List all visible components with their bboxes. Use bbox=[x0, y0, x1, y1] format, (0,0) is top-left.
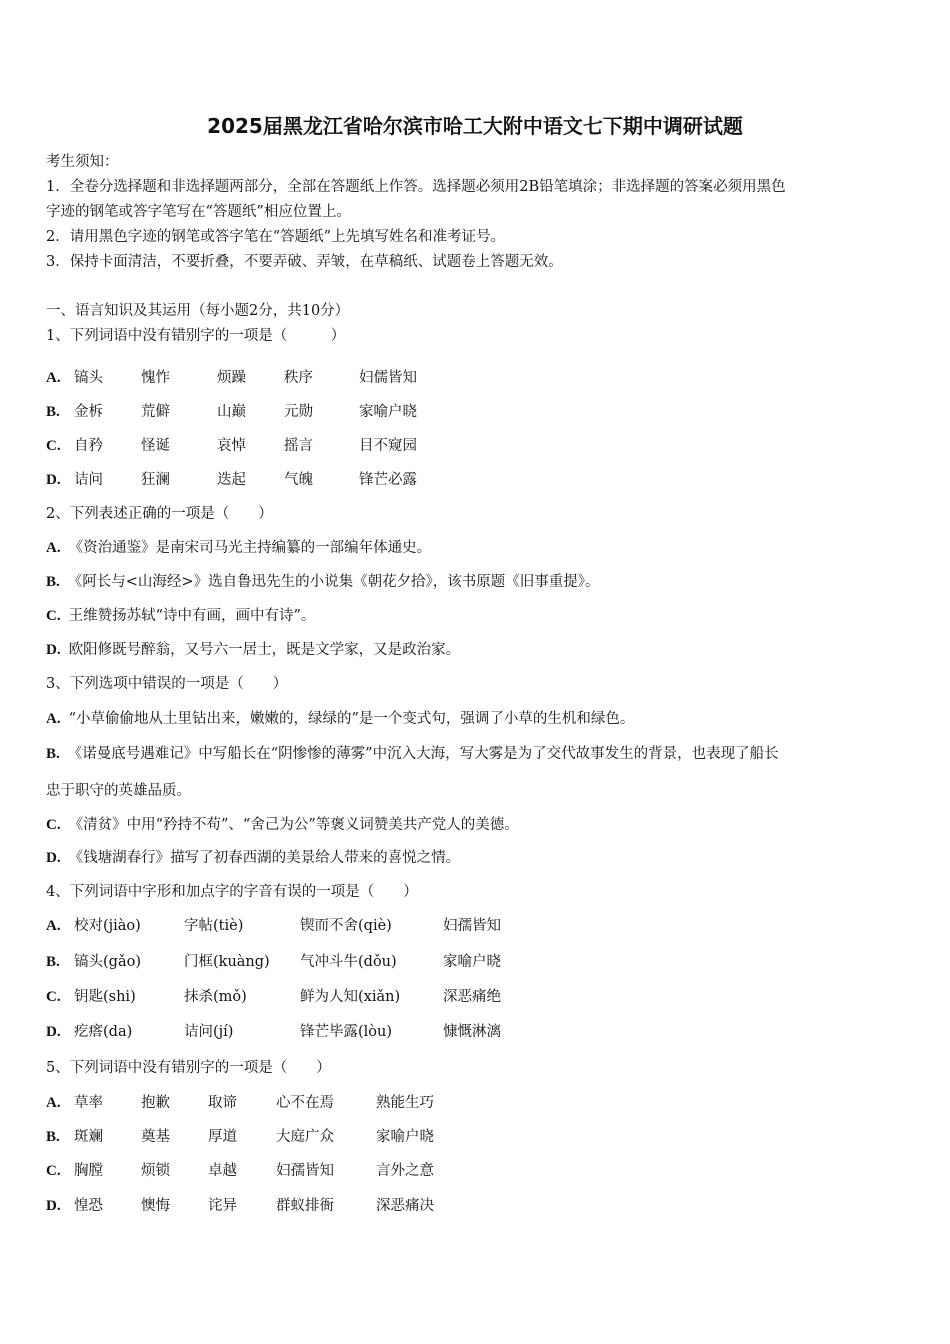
option-letter: D. bbox=[46, 472, 61, 488]
option-word: 字帖(tiè) bbox=[184, 918, 244, 934]
option-word: 惶恐 bbox=[74, 1198, 103, 1214]
q2-option-c bbox=[46, 606, 315, 626]
q2-option-d bbox=[46, 640, 460, 660]
option-letter: B. bbox=[46, 574, 60, 590]
option-word: 目不窥园 bbox=[359, 438, 417, 454]
question-2-stem: 2、下列表述正确的一项是（ ） bbox=[46, 506, 273, 522]
option-word: 鲜为人知(xiǎn) bbox=[300, 989, 401, 1005]
option-text: 王维赞扬苏轼“诗中有画，画中有诗”。 bbox=[68, 608, 316, 624]
option-word: 奠基 bbox=[141, 1129, 170, 1145]
option-letter: B. bbox=[46, 954, 60, 970]
option-word: 草率 bbox=[74, 1095, 103, 1111]
q3-option-b-continuation: 忠于职守的英雄品质。 bbox=[46, 783, 191, 799]
option-letter: A. bbox=[46, 918, 61, 934]
q2-option-a bbox=[46, 538, 431, 558]
notice-item: 字迹的钢笔或答字笔写在“答题纸”相应位置上。 bbox=[46, 204, 351, 220]
option-letter: D. bbox=[46, 850, 61, 866]
q5-option-a bbox=[46, 1093, 69, 1113]
option-word: 取谛 bbox=[208, 1095, 237, 1111]
option-word: 锲而不舍(qiè) bbox=[300, 918, 392, 934]
option-word: 荒僻 bbox=[141, 404, 170, 420]
q5-option-b bbox=[46, 1127, 68, 1147]
option-word: 镐头(gǎo) bbox=[74, 954, 141, 970]
option-letter: A. bbox=[46, 1095, 61, 1111]
option-word: 气冲斗牛(dǒu) bbox=[300, 954, 397, 970]
option-word: 家喻户晓 bbox=[359, 404, 417, 420]
option-word: 疙瘩(da) bbox=[74, 1024, 133, 1040]
q3-option-c bbox=[46, 815, 519, 835]
option-letter: B. bbox=[46, 746, 60, 762]
option-letter: C. bbox=[46, 989, 61, 1005]
option-text: 《资治通鉴》是南宋司马光主持编纂的一部编年体通史。 bbox=[68, 540, 432, 556]
option-letter: C. bbox=[46, 1163, 61, 1179]
option-word: 言外之意 bbox=[376, 1163, 434, 1179]
option-word: 锋芒必露 bbox=[359, 472, 417, 488]
option-word: 狂澜 bbox=[141, 472, 170, 488]
option-word: 抱歉 bbox=[141, 1095, 170, 1111]
q1-option-d bbox=[46, 470, 69, 490]
option-word: 哀悼 bbox=[217, 438, 246, 454]
option-word: 愧怍 bbox=[141, 370, 170, 386]
q5-option-d bbox=[46, 1196, 69, 1216]
q1-option-b bbox=[46, 402, 68, 422]
option-text: 《清贫》中用“矜持不苟”、“舍己为公”等褒义词赞美共产党人的美德。 bbox=[68, 817, 519, 833]
option-word: 家喻户晓 bbox=[443, 954, 501, 970]
option-word: 金柝 bbox=[74, 404, 103, 420]
option-letter: D. bbox=[46, 642, 61, 658]
q4-option-a bbox=[46, 916, 69, 936]
option-letter: A. bbox=[46, 540, 61, 556]
option-word: 卓越 bbox=[208, 1163, 237, 1179]
option-word: 烦锁 bbox=[141, 1163, 170, 1179]
option-letter: C. bbox=[46, 438, 61, 454]
question-1-stem: 1、下列词语中没有错别字的一项是（ ） bbox=[46, 328, 346, 344]
option-word: 抹杀(mǒ) bbox=[184, 989, 247, 1005]
option-word: 锋芒毕露(lòu) bbox=[300, 1024, 393, 1040]
q2-option-b bbox=[46, 572, 600, 592]
option-letter: A. bbox=[46, 711, 61, 727]
option-letter: B. bbox=[46, 404, 60, 420]
option-word: 自矜 bbox=[74, 438, 103, 454]
q5-option-c bbox=[46, 1161, 69, 1181]
option-text: 《诺曼底号遇难记》中写船长在“阴惨惨的薄雾”中沉入大海，写大雾是为了交代故事发生的背景，也表现了船长 bbox=[67, 746, 779, 762]
option-word: 摇言 bbox=[284, 438, 313, 454]
option-word: 妇孺皆知 bbox=[276, 1163, 334, 1179]
option-word: 厚道 bbox=[208, 1129, 237, 1145]
notice-item: 1．全卷分选择题和非选择题两部分，全部在答题纸上作答。选择题必须用2B铅笔填涂；非选择题的答案必须用黑色 bbox=[46, 179, 786, 195]
option-word: 心不在焉 bbox=[276, 1095, 334, 1111]
option-word: 诘问(jí) bbox=[184, 1024, 234, 1040]
option-text: 欧阳修既号醉翁，又号六一居士，既是文学家，又是政治家。 bbox=[68, 642, 461, 658]
option-word: 妇孺皆知 bbox=[443, 918, 501, 934]
option-text: 《钱塘湖春行》描写了初春西湖的美景给人带来的喜悦之情。 bbox=[68, 850, 461, 866]
option-word: 懊悔 bbox=[141, 1198, 170, 1214]
page-title: 2025届黑龙江省哈尔滨市哈工大附中语文七下期中调研试题 bbox=[207, 114, 743, 138]
option-word: 诘问 bbox=[74, 472, 103, 488]
q3-option-a bbox=[46, 709, 634, 729]
option-word: 镐头 bbox=[74, 370, 103, 386]
option-letter: A. bbox=[46, 370, 61, 386]
option-word: 校对(jiào) bbox=[74, 918, 141, 934]
option-word: 迭起 bbox=[217, 472, 246, 488]
option-word: 山巅 bbox=[217, 404, 246, 420]
question-4-stem: 4、下列词语中字形和加点字的字音有误的一项是（ ） bbox=[46, 884, 418, 900]
question-5-stem: 5、下列词语中没有错别字的一项是（ ） bbox=[46, 1060, 331, 1076]
q4-option-c bbox=[46, 987, 69, 1007]
q4-option-b bbox=[46, 952, 68, 972]
option-word: 烦躁 bbox=[217, 370, 246, 386]
option-letter: D. bbox=[46, 1024, 61, 1040]
option-word: 诧异 bbox=[208, 1198, 237, 1214]
notice-item: 3．保持卡面清洁，不要折叠，不要弄破、弄皱，在草稿纸、试题卷上答题无效。 bbox=[46, 254, 563, 270]
option-word: 门框(kuàng) bbox=[184, 954, 270, 970]
notice-heading: 考生须知： bbox=[46, 154, 119, 170]
question-3-stem: 3、下列选项中错误的一项是（ ） bbox=[46, 676, 288, 692]
option-word: 慷慨淋漓 bbox=[443, 1024, 501, 1040]
option-word: 钥匙(shi) bbox=[74, 989, 136, 1005]
option-word: 深恶痛绝 bbox=[443, 989, 501, 1005]
q1-option-a bbox=[46, 368, 69, 388]
option-word: 深恶痛决 bbox=[376, 1198, 434, 1214]
option-word: 胸膛 bbox=[74, 1163, 103, 1179]
option-word: 妇儒皆知 bbox=[359, 370, 417, 386]
notice-item: 2．请用黑色字迹的钢笔或答字笔在“答题纸”上先填写姓名和准考证号。 bbox=[46, 229, 506, 245]
q3-option-d bbox=[46, 848, 460, 868]
q4-option-d bbox=[46, 1022, 69, 1042]
q3-option-b bbox=[46, 744, 779, 764]
option-word: 群蚁排衙 bbox=[276, 1198, 334, 1214]
option-letter: D. bbox=[46, 1198, 61, 1214]
option-letter: C. bbox=[46, 608, 61, 624]
option-word: 熟能生巧 bbox=[376, 1095, 434, 1111]
option-word: 大庭广众 bbox=[276, 1129, 334, 1145]
option-word: 元勋 bbox=[284, 404, 313, 420]
option-word: 怪诞 bbox=[141, 438, 170, 454]
option-letter: C. bbox=[46, 817, 61, 833]
option-text: 《阿长与<山海经>》选自鲁迅先生的小说集《朝花夕拾》，该书原题《旧事重提》。 bbox=[67, 574, 600, 590]
option-word: 秩序 bbox=[284, 370, 313, 386]
option-letter: B. bbox=[46, 1129, 60, 1145]
option-word: 斑斓 bbox=[74, 1129, 103, 1145]
option-word: 气魄 bbox=[284, 472, 313, 488]
option-word: 家喻户晓 bbox=[376, 1129, 434, 1145]
q1-option-c bbox=[46, 436, 69, 456]
option-text: “小草偷偷地从土里钻出来，嫩嫩的，绿绿的”是一个变式句，强调了小草的生机和绿色。 bbox=[68, 711, 635, 727]
section-heading: 一、语言知识及其运用（每小题2分，共10分） bbox=[46, 303, 350, 319]
